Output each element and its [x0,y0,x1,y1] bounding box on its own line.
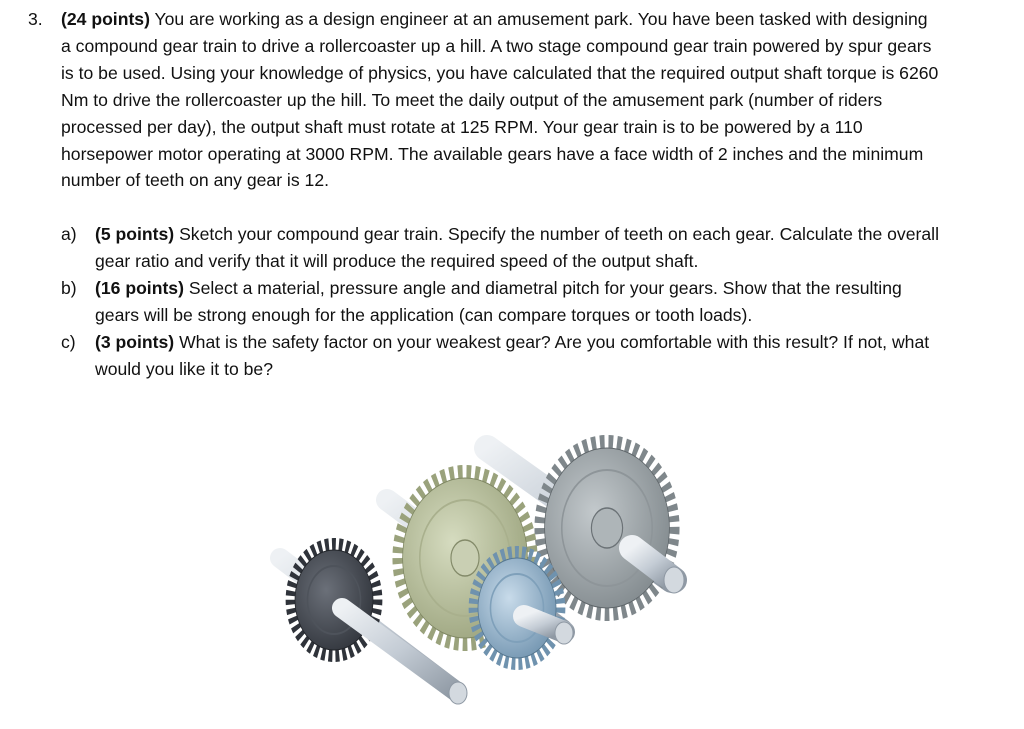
sub-question-label: b) [61,278,77,299]
sub-question-a [61,221,941,275]
sub-question-points: (16 points) [95,278,184,299]
gear-train-figure [262,430,702,720]
sub-question-points: (3 points) [95,331,175,352]
input-pinion-gear [290,544,377,656]
output-large-gear [540,442,674,614]
question-body [61,6,941,194]
sub-question-b [61,275,941,329]
question-points: (24 points) [61,9,150,29]
sub-question-label: a) [61,224,77,245]
sub-question-text: What is the safety factor on your weakest gear? Are you comfortable with this result? If not, what would you like it to be? [95,331,930,379]
question-number: 3. [28,9,43,29]
gear-train-illustration [262,430,702,720]
sub-question-c [61,329,941,383]
sub-question-list [61,221,988,382]
problem-3 [28,6,988,400]
sub-question-text: Sketch your compound gear train. Specify the number of teeth on each gear. Calculate the overall gear ratio and verify that it will produce the required speed of the output shaft. [95,224,939,272]
sub-question-points: (5 points) [95,224,175,245]
question-text: You are working as a design engineer at an amusement park. You have been tasked with designing a compound gear train to drive a rollercoaster up a hill. A two stage compound gear train powered by spur gears is to be used. Using your knowledge of physics, you have calculated that the required output shaft torque is 6260 Nm to drive the rollercoaster up the hill. To meet the daily output of the amusement park (number of riders processed per day), the output shaft must rotate at 125 RPM. Your gear train is to be powered by a 110 horsepower motor operating at 3000 RPM. The available gears have a face width of 2 inches and the minimum number of teeth on any gear is 12. [61,9,939,191]
sub-question-text: Select a material, pressure angle and diametral pitch for your gears. Show that the resulting gears will be strong enough for the application (can compare torques or tooth loads). [95,278,902,326]
sub-question-label: c) [61,331,76,352]
